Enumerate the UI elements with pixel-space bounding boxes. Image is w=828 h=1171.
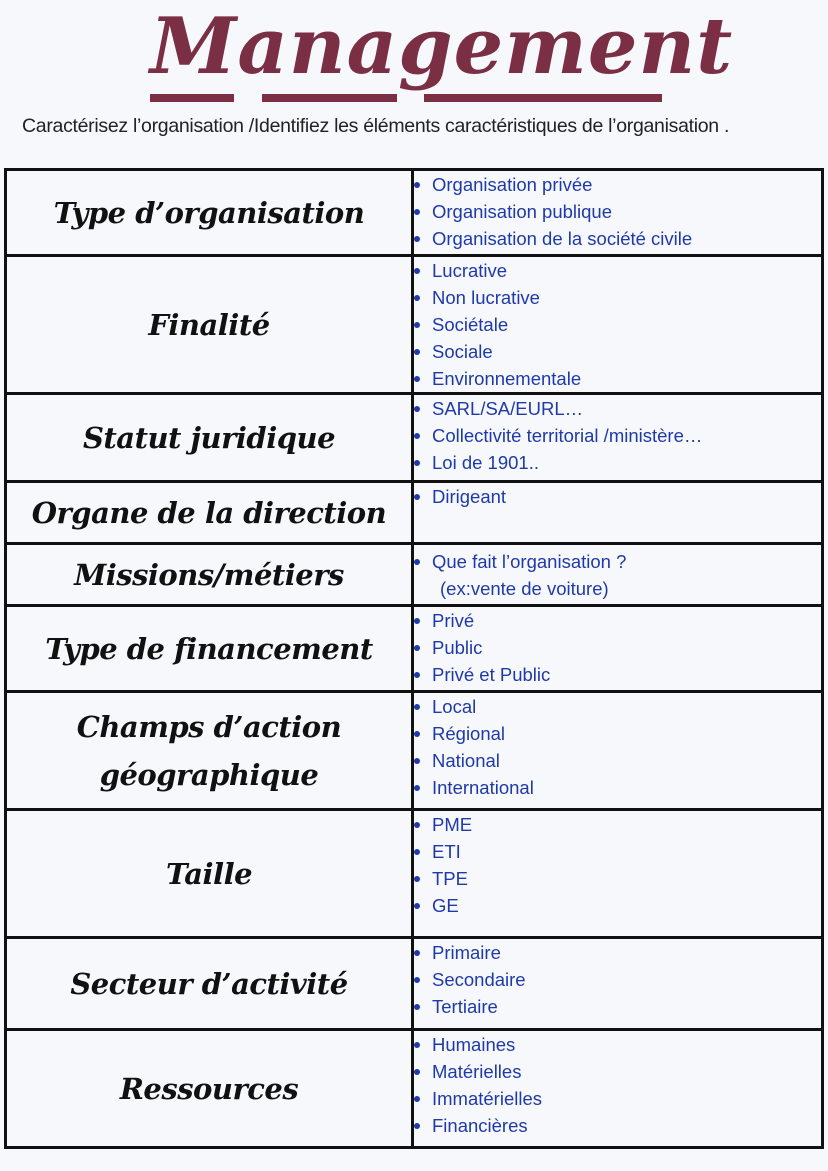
row-label: Finalité <box>6 256 413 394</box>
list-item: Lucrative <box>414 257 821 284</box>
row-label: Statut juridique <box>6 394 413 482</box>
characteristics-table <box>4 168 824 1149</box>
row-items <box>413 606 823 692</box>
list-item: SARL/SA/EURL… <box>414 395 821 422</box>
list-item: Environnementale <box>414 365 821 392</box>
list-item: Primaire <box>414 939 821 966</box>
list-item: Sociétale <box>414 311 821 338</box>
list-item: Organisation de la société civile <box>414 225 821 252</box>
list-item: PME <box>414 811 821 838</box>
table-row <box>6 394 823 482</box>
list-item: Immatérielles <box>414 1085 821 1112</box>
table-row <box>6 606 823 692</box>
list-item: Organisation publique <box>414 198 821 225</box>
list-item: Financières <box>414 1112 821 1139</box>
table-row <box>6 482 823 544</box>
table-row <box>6 256 823 394</box>
row-items <box>413 810 823 938</box>
list-item: Humaines <box>414 1031 821 1058</box>
row-label: Secteur d’activité <box>6 938 413 1030</box>
row-label: Taille <box>6 810 413 938</box>
title-underline <box>150 94 234 102</box>
row-label: Organe de la direction <box>6 482 413 544</box>
row-items <box>413 394 823 482</box>
list-item: Secondaire <box>414 966 821 993</box>
item-list <box>414 483 821 510</box>
table-row <box>6 1030 823 1148</box>
list-item: Privé et Public <box>414 661 821 688</box>
row-items <box>413 256 823 394</box>
table-row <box>6 544 823 606</box>
list-item: International <box>414 774 821 801</box>
list-item: Collectivité territorial /ministère… <box>414 422 821 449</box>
item-list <box>414 395 821 476</box>
row-label: Type d’organisation <box>6 170 413 256</box>
list-item: Privé <box>414 607 821 634</box>
table-row <box>6 810 823 938</box>
list-item: Matérielles <box>414 1058 821 1085</box>
list-item: ETI <box>414 838 821 865</box>
list-item: Organisation privée <box>414 171 821 198</box>
page-header <box>0 0 828 165</box>
page-subtitle: Caractérisez l’organisation /Identifiez les éléments caractéristiques de l’organisation . <box>22 115 730 137</box>
list-item: Dirigeant <box>414 483 821 510</box>
row-items <box>413 544 823 606</box>
table-row <box>6 692 823 810</box>
title-underline <box>424 94 662 102</box>
item-list <box>414 548 821 602</box>
row-label: Ressources <box>6 1030 413 1148</box>
item-list <box>414 607 821 688</box>
row-items <box>413 482 823 544</box>
item-list <box>414 693 821 801</box>
row-items <box>413 938 823 1030</box>
list-item: Sociale <box>414 338 821 365</box>
item-list <box>414 1031 821 1139</box>
item-list <box>414 939 821 1020</box>
list-item: Public <box>414 634 821 661</box>
list-item: Régional <box>414 720 821 747</box>
list-item: National <box>414 747 821 774</box>
title-underline <box>262 94 397 102</box>
row-label: Type de financement <box>6 606 413 692</box>
table-row <box>6 170 823 256</box>
list-item: Local <box>414 693 821 720</box>
list-item: Loi de 1901.. <box>414 449 821 476</box>
row-label-line: géographique <box>99 757 319 792</box>
row-label <box>6 692 413 810</box>
row-label: Missions/métiers <box>6 544 413 606</box>
row-label-line: Champs d’action <box>76 709 342 744</box>
item-list <box>414 257 821 392</box>
item-list <box>414 811 821 919</box>
item-list <box>414 171 821 252</box>
list-item: Que fait l’organisation ? <box>414 548 821 575</box>
list-item: TPE <box>414 865 821 892</box>
table-row <box>6 938 823 1030</box>
row-items <box>413 170 823 256</box>
list-item-continuation: (ex:vente de voiture) <box>440 577 609 599</box>
row-items <box>413 692 823 810</box>
list-item: GE <box>414 892 821 919</box>
row-items <box>413 1030 823 1148</box>
list-item: Non lucrative <box>414 284 821 311</box>
list-item: Tertiaire <box>414 993 821 1020</box>
page-title: Management <box>150 1 734 92</box>
